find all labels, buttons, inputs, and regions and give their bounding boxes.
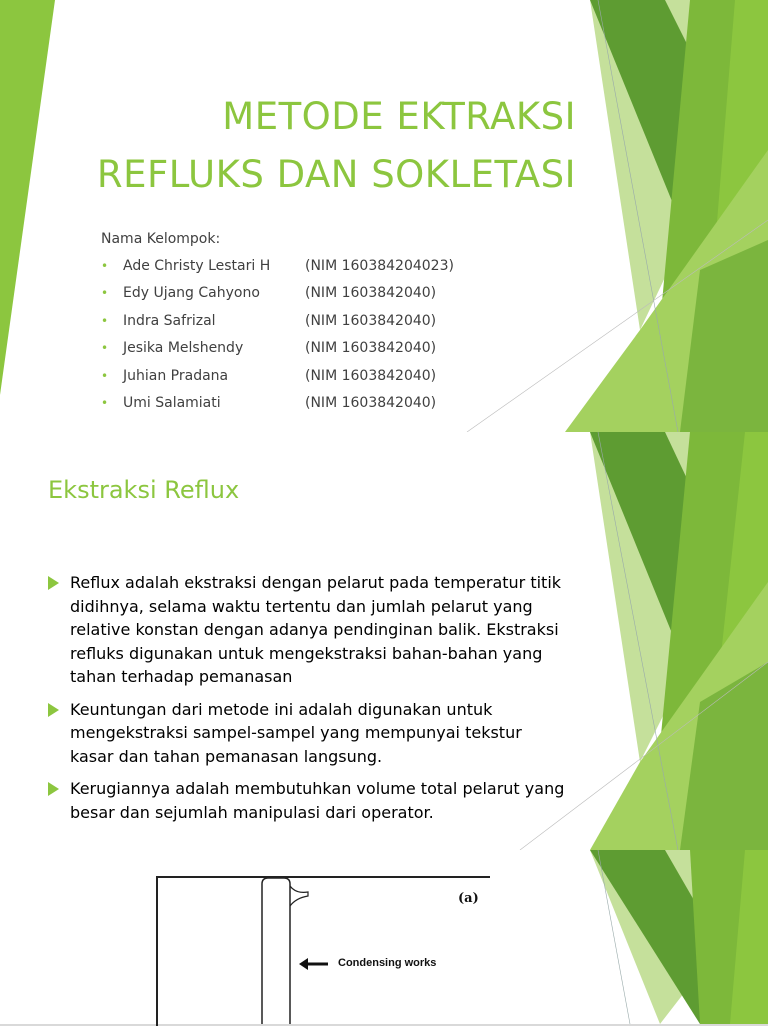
member-nim: (NIM 1603842040) <box>305 394 437 411</box>
bullet-icon: • <box>101 313 109 328</box>
bullet-icon: • <box>101 341 109 356</box>
bullet-text: Kerugiannya adalah membutuhkan volume total pelarut yang besar dan sejumlah manipulasi dari operator. <box>70 779 565 822</box>
member-name: Edy Ujang Cahyono <box>123 285 260 302</box>
bullet-text: Keuntungan dari metode ini adalah digunakan untuk mengekstraksi sampel-sampel yang mempunyai tekstur kasar dan tahan pemanasan langsung. <box>70 699 522 766</box>
triangle-bullet-icon <box>48 576 59 590</box>
member-nim: (NIM 1603842040) <box>305 367 437 384</box>
member-nim: (NIM 1603842040) <box>305 340 437 357</box>
member-list <box>101 226 454 417</box>
slide-heading: Ekstraksi Reflux <box>48 476 240 504</box>
group-heading: Nama Kelompok: <box>101 231 221 247</box>
member-item <box>101 253 454 280</box>
bullet-list <box>48 571 568 833</box>
member-name: Umi Salamiati <box>123 394 221 411</box>
apparatus-drawing <box>156 876 488 1024</box>
member-name: Jesika Melshendy <box>123 340 244 357</box>
bullet-icon: • <box>101 259 109 273</box>
slide-reflux <box>0 432 768 850</box>
bullet-item <box>48 777 568 824</box>
member-nim: (NIM 160384204023) <box>305 258 454 274</box>
bullet-icon: • <box>101 368 109 383</box>
bullet-item <box>48 571 568 689</box>
title-line-2: REFLUKS DAN SOKLETASI <box>96 153 576 196</box>
bullet-text: Reflux adalah ekstraksi dengan pelarut pada temperatur titik didihnya, selama waktu tertentu dan jumlah pelarut yang relative konstan dengan adanya pendinginan balik. Ekstraksi refluks digunakan untuk mengekstraksi bahan-bahan yang tahan terhadap pemanasan <box>70 573 562 686</box>
triangle-bullet-icon <box>48 703 59 717</box>
member-item <box>101 390 454 417</box>
member-name: Juhian Pradana <box>123 367 229 384</box>
reflux-apparatus-figure <box>156 876 490 1026</box>
bullet-item <box>48 698 568 769</box>
member-name: Ade Christy Lestari H <box>123 258 271 274</box>
member-item <box>101 308 454 335</box>
triangle-bullet-icon <box>48 782 59 796</box>
title-line-1: METODE EKTRAKSI <box>222 95 576 138</box>
slide-title <box>0 0 768 432</box>
bullet-icon: • <box>101 286 109 301</box>
slide-title-heading <box>56 88 576 204</box>
member-item <box>101 363 454 390</box>
figure-label: (a) <box>458 891 479 906</box>
member-item <box>101 280 454 307</box>
member-item <box>101 335 454 362</box>
bullet-icon: • <box>101 395 109 410</box>
condensing-label: Condensing works <box>338 957 437 969</box>
member-nim: (NIM 1603842040) <box>305 312 437 329</box>
member-nim: (NIM 1603842040) <box>305 285 437 302</box>
member-name: Indra Safrizal <box>123 312 216 329</box>
